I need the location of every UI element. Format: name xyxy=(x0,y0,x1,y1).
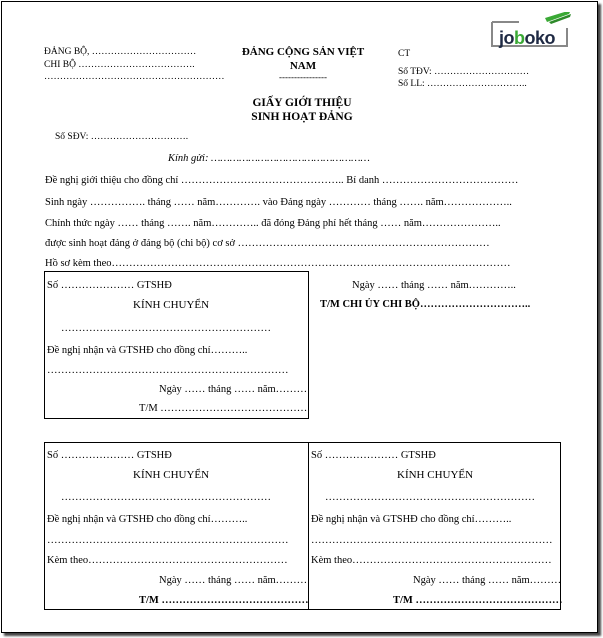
sign-tm-chi-uy: T/M CHI ỦY CHI BỘ………………………….. xyxy=(320,299,531,310)
slip-right-date: Ngày …… tháng …… năm……… xyxy=(413,575,562,586)
slip-right-dots: …………………………………………………… xyxy=(325,492,535,503)
logo-wordmark: joboko xyxy=(499,28,556,48)
slip-top-kinh-chuyen: KÍNH CHUYỂN xyxy=(133,299,210,311)
slip-left-de-nghi: Đề nghị nhận và GTSHĐ cho đồng chí……….. xyxy=(47,514,248,525)
slip-right-kem-theo: Kèm theo………………………………………………… xyxy=(311,555,552,566)
ct-label: CT xyxy=(398,49,411,59)
slip-left-kem-theo: Kèm theo………………………………………………… xyxy=(47,555,288,566)
slip-right-box xyxy=(308,442,561,610)
chi-bo-line: CHI BỘ ………………………………. xyxy=(44,60,195,70)
slip-right-tm: T/M …………………………………… xyxy=(393,595,563,606)
slip-top-box xyxy=(44,271,309,419)
kinh-gui-line: Kính gửi: …………………………………………… xyxy=(168,153,370,164)
slip-left-box xyxy=(44,442,309,610)
party-name-line1: ĐẢNG CỘNG SẢN VIỆT xyxy=(241,46,365,58)
slip-left-date: Ngày …… tháng …… năm……… xyxy=(159,575,308,586)
so-sdv: Số SĐV: …………………………. xyxy=(55,132,189,142)
dang-bo-line: ĐẢNG BỘ, …………………………… xyxy=(44,47,197,57)
so-ll: Số LL: ………………………….. xyxy=(398,79,527,89)
body-line-chinh-thuc: Chính thức ngày …… tháng ……. năm………….. đã đóng Đảng phí hết tháng …… năm………………….. xyxy=(45,218,501,229)
slip-right-de-nghi: Đề nghị nhận và GTSHĐ cho đồng chí……….. xyxy=(311,514,512,525)
sign-date: Ngày …… tháng …… năm………….. xyxy=(352,280,516,291)
slip-right-so: Số ………………… GTSHĐ xyxy=(311,450,436,461)
body-line-sinh-ngay: Sinh ngày ……………. tháng …… năm…………. vào Đảng ngày ………… tháng ……. năm……………….. xyxy=(45,197,512,208)
so-tdv: Số TĐV: ………………………… xyxy=(398,67,530,77)
slip-top-dots: …………………………………………………… xyxy=(61,323,271,334)
slip-top-dots2: …………………………………………………………… xyxy=(47,365,289,376)
slip-left-dots: …………………………………………………… xyxy=(61,492,271,503)
slip-top-date: Ngày …… tháng …… năm……… xyxy=(159,384,308,395)
party-name-line2: NAM xyxy=(289,60,317,72)
document-title-line2: SINH HOẠT ĐẢNG xyxy=(251,111,353,123)
slip-left-dots2: …………………………………………………………… xyxy=(47,535,289,546)
slip-left-kinh-chuyen: KÍNH CHUYỂN xyxy=(133,469,210,481)
slip-top-so: Số ………………… GTSHĐ xyxy=(47,280,172,291)
party-rule: ---------------- xyxy=(279,72,327,82)
body-line-sinh-hoat: được sinh hoạt đảng ở đảng bộ (chi bộ) cơ sở ……………………………………………………………… xyxy=(45,238,490,249)
slip-top-de-nghi: Đề nghị nhận và GTSHĐ cho đồng chí……….. xyxy=(47,345,248,356)
slip-left-tm: T/M …………………………………… xyxy=(139,595,309,606)
slip-top-tm: T/M …………………………………… xyxy=(139,403,308,414)
chi-bo-dots: ………………………………………………… xyxy=(44,72,225,82)
slip-left-so: Số ………………… GTSHĐ xyxy=(47,450,172,461)
slip-right-dots2: …………………………………………………………… xyxy=(311,535,553,546)
document-title-line1: GIẤY GIỚI THIỆU xyxy=(252,97,352,109)
body-line-de-nghi: Đề nghị giới thiệu cho đồng chí ……………………………………….. Bí danh ………………………………… xyxy=(45,175,519,186)
slip-right-kinh-chuyen: KÍNH CHUYỂN xyxy=(397,469,474,481)
body-line-ho-so: Hồ sơ kèm theo…………………………………………………………………………………………………… xyxy=(45,258,511,269)
joboko-logo xyxy=(489,12,573,50)
